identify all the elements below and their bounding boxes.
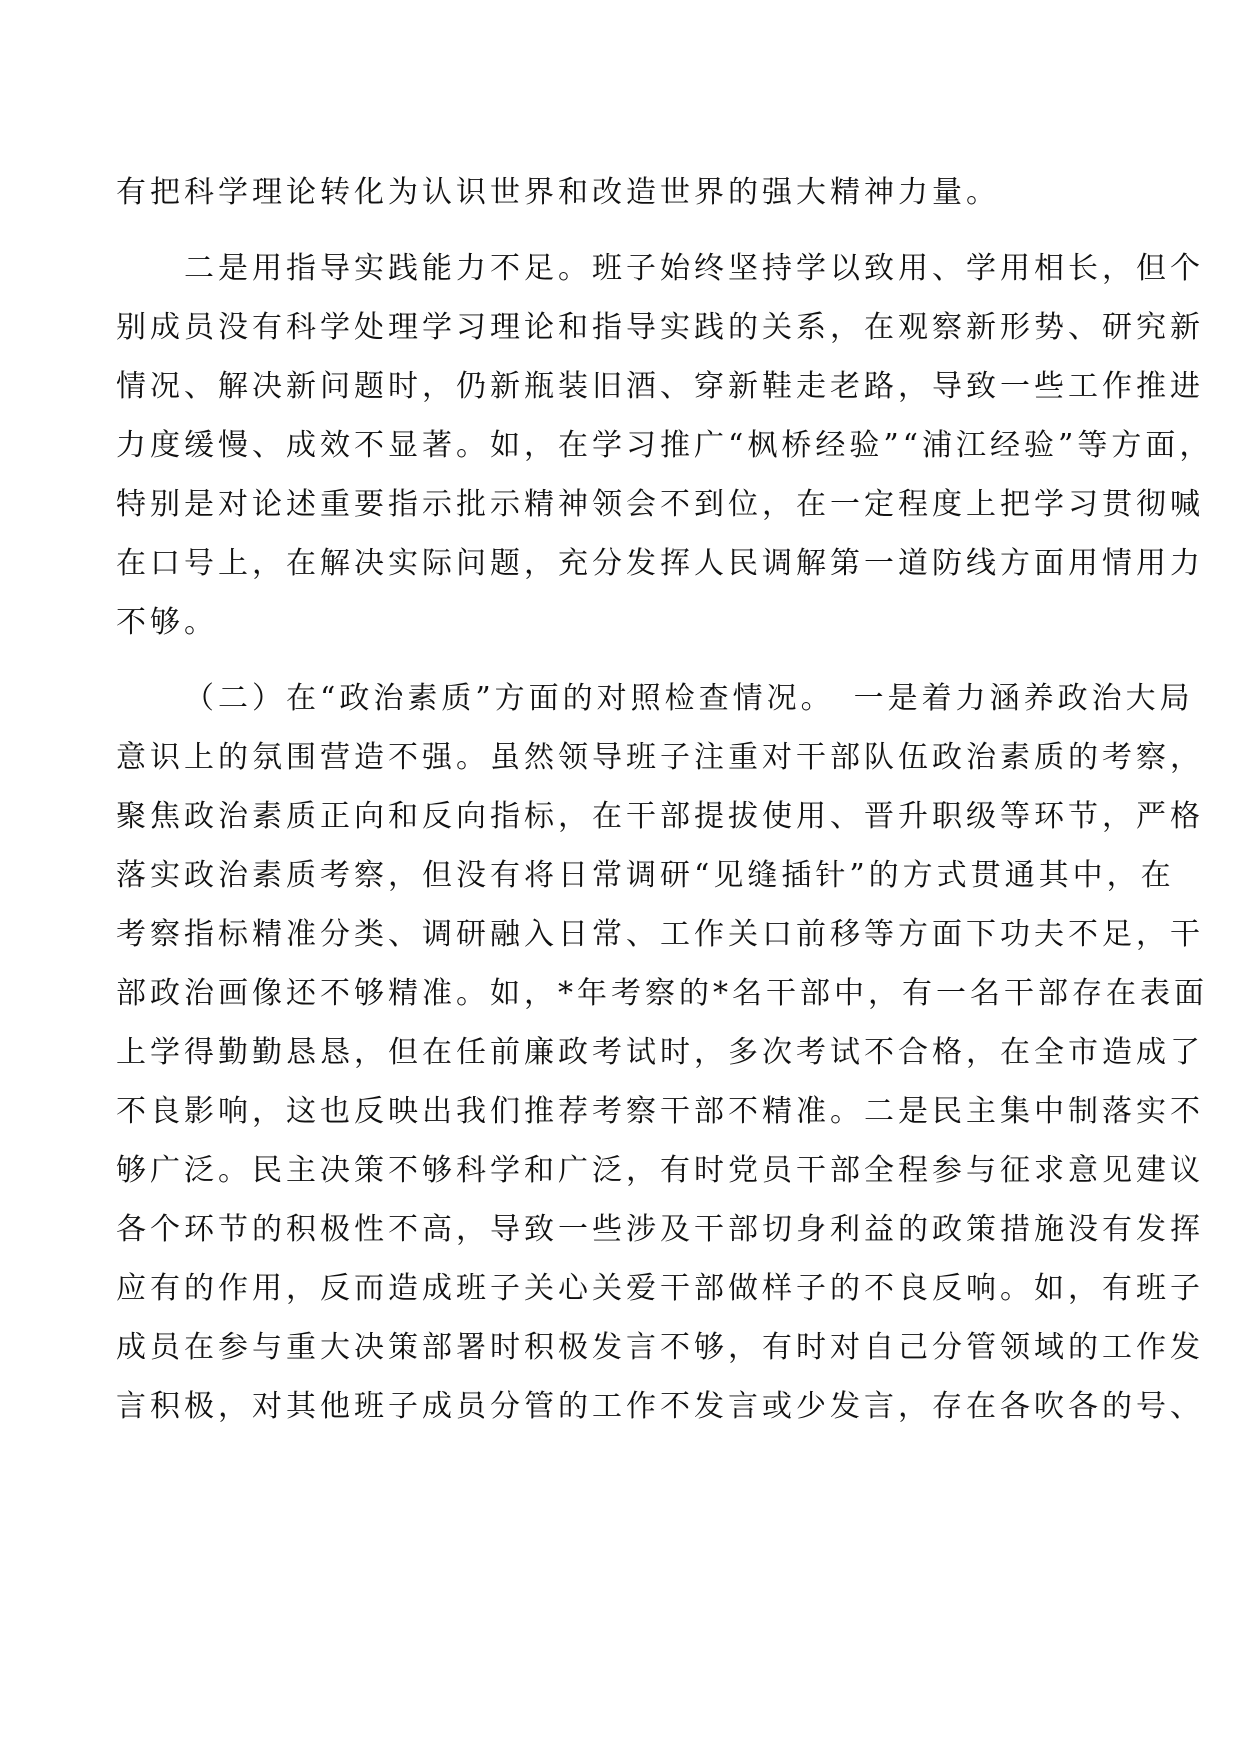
paragraph-practice-ability bbox=[116, 239, 1214, 652]
text-line: 不够。 bbox=[116, 605, 218, 640]
text-line: 二是用指导实践能力不足。班子始终坚持学以致用、学用相长，但个 bbox=[184, 251, 1204, 286]
text-line: 不良影响，这也反映出我们推荐考察干部不精准。二是民主集中制落实不 bbox=[116, 1094, 1204, 1129]
text-line: 情况、解决新问题时，仍新瓶装旧酒、穿新鞋走老路，导致一些工作推进 bbox=[116, 369, 1204, 404]
text-line: 别成员没有科学处理学习理论和指导实践的关系，在观察新形势、研究新 bbox=[116, 310, 1204, 345]
text-line: 力度缓慢、成效不显著。如，在学习推广“枫桥经验”“浦江经验”等方面， bbox=[116, 428, 1214, 463]
text-line: 应有的作用，反而造成班子关心关爱干部做样子的不良反响。如，有班子 bbox=[116, 1271, 1204, 1306]
text-line: 有把科学理论转化为认识世界和改造世界的强大精神力量。 bbox=[116, 175, 1000, 210]
text-line: 各个环节的积极性不高，导致一些涉及干部切身利益的政策措施没有发挥 bbox=[116, 1212, 1204, 1247]
text-line: 成员在参与重大决策部署时积极发言不够，有时对自己分管领域的工作发 bbox=[116, 1330, 1204, 1365]
text-line: 言积极，对其他班子成员分管的工作不发言或少发言，存在各吹各的号、 bbox=[116, 1389, 1204, 1424]
text-line: 落实政治素质考察，但没有将日常调研“见缝插针”的方式贯通其中，在 bbox=[116, 858, 1175, 893]
section-heading-line: （二）在“政治素质”方面的对照检查情况。 一是着力涵养政治大局 bbox=[184, 681, 1194, 716]
document-body bbox=[116, 163, 1214, 1436]
text-line: 意识上的氛围营造不强。虽然领导班子注重对干部队伍政治素质的考察， bbox=[116, 740, 1204, 775]
text-line: 够广泛。民主决策不够科学和广泛，有时党员干部全程参与征求意见建议 bbox=[116, 1153, 1204, 1188]
text-line: 特别是对论述重要指示批示精神领会不到位，在一定程度上把学习贯彻喊 bbox=[116, 487, 1204, 522]
text-line: 聚焦政治素质正向和反向指标，在干部提拔使用、晋升职级等环节，严格 bbox=[116, 799, 1204, 834]
text-line: 在口号上，在解决实际问题，充分发挥人民调解第一道防线方面用情用力 bbox=[116, 546, 1204, 581]
paragraph-political-quality bbox=[116, 669, 1208, 1436]
text-line: 考察指标精准分类、调研融入日常、工作关口前移等方面下功夫不足，干 bbox=[116, 917, 1204, 952]
text-line: 部政治画像还不够精准。如，*年考察的*名干部中，有一名干部存在表面 bbox=[116, 976, 1208, 1011]
paragraph-continuation bbox=[116, 163, 1126, 222]
text-line: 上学得勤勤恳恳，但在任前廉政考试时，多次考试不合格，在全市造成了 bbox=[116, 1035, 1204, 1070]
